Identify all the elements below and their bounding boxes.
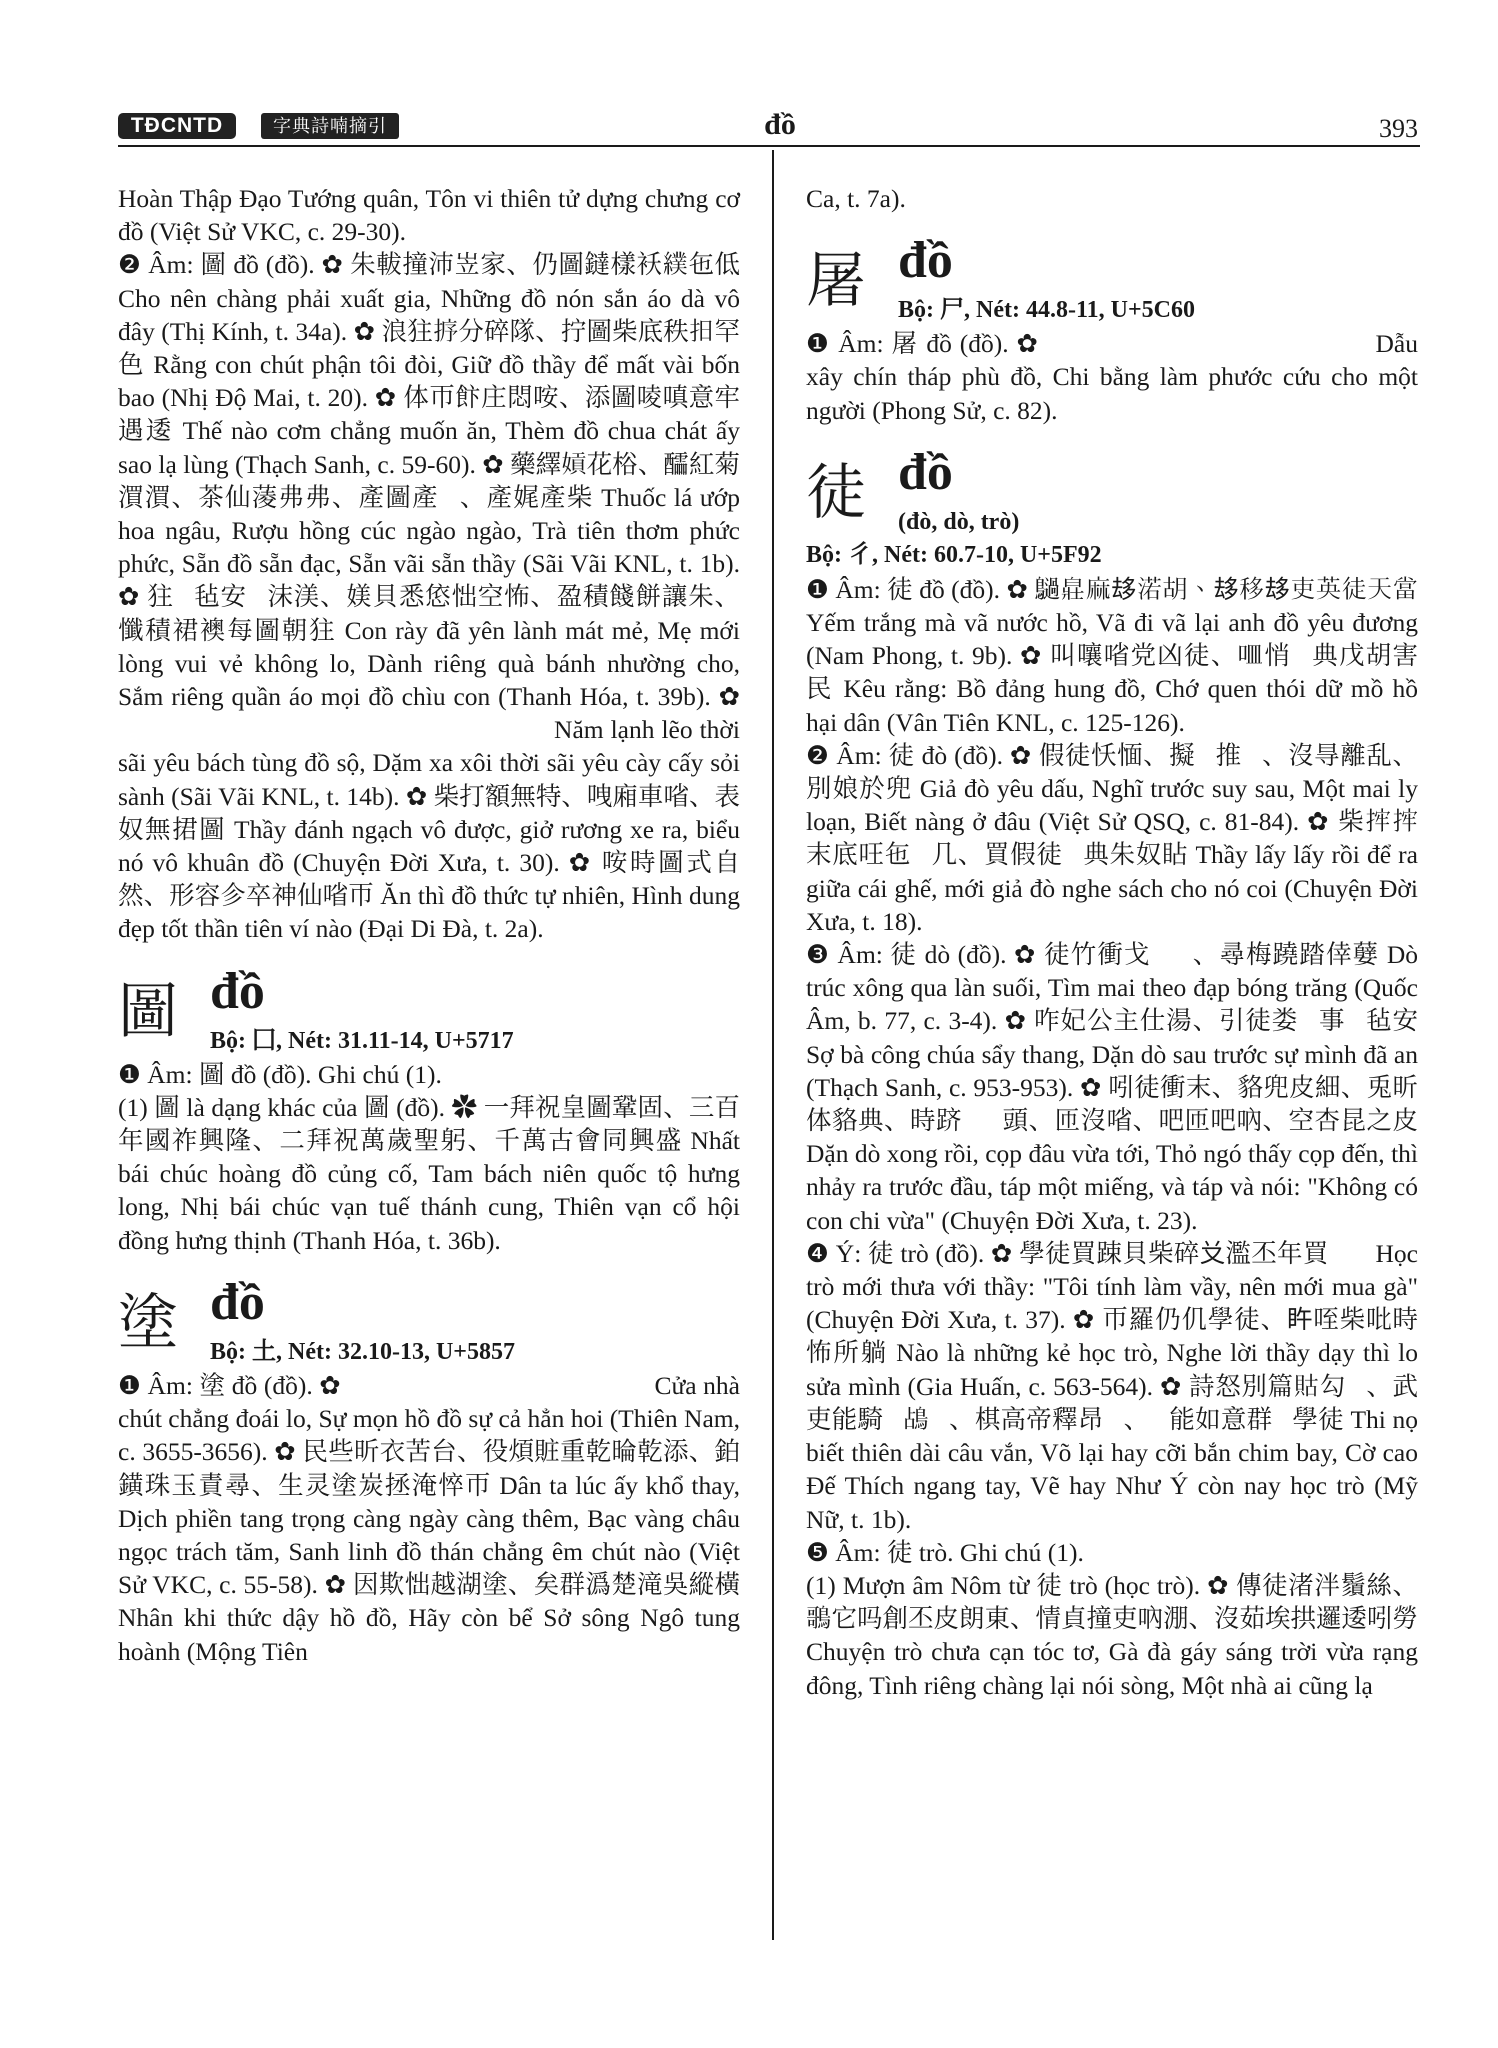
entry-char: 徒 xyxy=(806,457,866,528)
left-column xyxy=(118,182,740,1668)
entry-char: 塗 xyxy=(118,1287,178,1358)
entry-meta: Bộ: 尸, Nét: 44.8-11, U+5C60 xyxy=(898,297,1195,324)
dictionary-logo: TĐCNTD xyxy=(118,113,236,139)
entry-head-do-2 xyxy=(118,1273,740,1369)
entry-sense: ❶ Âm: 塗 đồ (đồ). ✿ 𨷯茹𢭸拯兑怖、事㴉湖塗事奇罕灰 Cửa nhà chút chẳng đoái lo, Sự mọn hồ đồ sự cả hẳn hoi (Thiên Nam, c. 3655-3656). ✿ 民些昕衣苦台、役煩賍重乾㫻乾添、鉑鐄珠玉責尋、生灵塗炭拯淹悴帀 Dân ta lúc ấy khổ thay, Dịch phiền tang trọng càng ngày càng thêm, Bạc vàng châu ngọc trách tăm, Sanh linh đồ thán chẳng êm chút nào (Việt Sử VKC, c. 55-58). ✿ 因欺㤕越湖塗、矣群潙楚滝吳縱橫 Nhân khi thức dậy hồ đồ, Hãy còn bể Sở sông Ngô tung hoành (Mộng Tiên xyxy=(118,1370,740,1666)
entry-note: (1) Mượn âm Nôm từ 徒 trò (học trò). ✿ 傳徒渚泮鬚絲、𪃿它吗創丕皮朗東、情貞撞吏吶淜、沒茹埃拱邏逶吲勞 Chuyện trò chưa cạn tóc tơ, Gà đà gáy sáng trời vừa rạng đông, Tình riêng chàng lại nói sòng, Một nhà ai cũng lạ xyxy=(806,1570,1419,1700)
entry-word: đồ xyxy=(210,962,265,1020)
entry-sense-2: ❷ Âm: 徒 đò (đồ). ✿ 假徒㤇愐、擬𧹰推𢖵、沒㝵離乱、別娘於兜 Giả đò yêu dấu, Nghĩ trước suy sau, Một mai ly loạn, Biết nàng ở đâu (Việt Sử QSQ, c. 81-84). ✿ 柴𢭂𢭂末底㕵㐌𠀲几、買假徒𥄭典朱奴䀡 Thầy lấy lấy rồi để ra giữa cái ghế, mới giả đò nghe sách cho nó coi (Chuyện Đời Xưa, t. 18). xyxy=(806,740,1418,936)
entry-char: 屠 xyxy=(806,246,866,317)
entry-word: đồ xyxy=(898,232,953,290)
entry-meta: Bộ: 土, Nét: 32.10-13, U+5857 xyxy=(210,1338,515,1365)
entry-alt-readings: (đò, dò, trò) xyxy=(898,508,1020,535)
entry-sense-1: ❶ Âm: 徒 đồ (đồ). ✿ 𪇍𤽸麻𠫾渃胡、𠫾移𠫾吏英徒天當 Yếm trắng mà vã nước hồ, Vã đi vã lại anh đồ yêu đương (Nam Phong, t. 9b). ✿ 叫嚷㗂党凶徒、𠰘悄𩈘典戊胡害民 Kêu rằng: Bồ đảng hung đồ, Chớ quen thói dữ mồ hồ hại dân (Vân Tiên KNL, c. 125-126). xyxy=(806,574,1418,737)
header-rule xyxy=(118,145,1420,147)
entry-note: (1) 圖 là dạng khác của 圖 (đồ). ✿ 一拜祝皇圖鞏固、三百年國祚興隆、二拜祝萬歲聖躬、千萬古會同興盛 Nhất bái chúc hoàng đồ củng cố, Tam bách niên quốc tộ hưng long, Nhị bái chúc vạn tuế thánh cung, Thiên vạn cổ hội đồng hưng thịnh (Thanh Hóa, t. 36b). xyxy=(118,1092,740,1255)
sense-2: ❷ Âm: 圖 đồ (đồ). ✿ 朱軷撞沛岦家、仍圖鐽樣袄𦄾㐌低 Cho nên chàng phải xuất gia, Những đồ nón sắn áo dà vô đây (Thị Kính, t. 34a). ✿ 浪㹥𢭸分碎隊、拧圖柴底秩𢪏罕色 Rằng con chút phận tôi đòi, Giữ đồ thầy để mất vài bốn bao (Nhị Độ Mai, t. 20). ✿ 体帀飰庄悶咹、添圖㖫嗔意牢遇逶 Thế nào cơm chẳng muốn ăn, Thèm đồ chua chát ấy sao lạ lùng (Thạch Sanh, c. 59-60). ✿ 藥繹𡟫花㭲、醽紅菊㵋㵋、茶仙蓤弗弗、產圖產𡀮、產娓產柴 Thuốc lá ướp hoa ngâu, Rượu hồng cúc ngào ngào, Trà tiên thơm phức phức, Sẵn đồ sẵn đạc, Sẵn vãi sẵn thầy (Sãi Vãi KNL, t. 1b). ✿ 㹥𡬷毡安𢲨沫渼、媄貝悉㥋㤕空怖、盈積餞餅讓朱、懺積裙襖每圖朝㹥 Con rày đã yên lành mát mẻ, Mẹ mới lòng vui vẻ không lo, Dành riêng quà bánh nhường cho, Sắm riêng quần áo mọi đồ chìu con (Thanh Hóa, t. 39b). ✿ 𣴜冷汀時咍天栢松圖𢷾、淡賖吹時咍天耕𥞪𥕄硄 Năm lạnh lẽo thời sãi yêu bách tùng đồ sộ, Dặm xa xôi thời sãi yêu cày cấy sỏi sành (Sãi Vãi KNL, t. 14b). ✿ 柴打額無特、㖂廂車㗂、表奴無捃圖 Thầy đánh ngạch vô được, giở rương xe ra, biểu nó vô khuân đồ (Chuyện Đời Xưa, t. 30). ✿ 咹時圖式自然、形容㐱卒神仙㗂帀 Ăn thì đồ thức tự nhiên, Hình dung đẹp tốt thần tiên ví nào (Đại Di Đà, t. 2a). xyxy=(118,250,740,944)
entry-sense-5: ❺ Âm: 徒 trò. Ghi chú (1). xyxy=(806,1537,1084,1567)
right-column xyxy=(806,182,1418,1702)
entry-sense: ❶ Âm: 屠 đồ (đồ). ✿ 𥪝䃅𠃩塔浮屠、之朋夕福救朱𠬠得 Dẫu xây chín tháp phù đồ, Chi bằng làm phước cứu cho một người (Phong Sử, c. 82). xyxy=(806,329,1418,425)
entry-head-do-4 xyxy=(806,443,1418,539)
column-divider xyxy=(772,150,774,1940)
entry-word: đồ xyxy=(210,1273,265,1331)
dictionary-title-badge: 字典詩喃摘引 xyxy=(261,113,399,139)
continued-text: Hoàn Thập Đạo Tướng quân, Tôn vi thiên tử dựng chưng cơ đồ (Việt Sử VKC, c. 29-30). xyxy=(118,184,740,247)
entry-sense: ❶ Âm: 圖 đồ (đồ). Ghi chú (1). xyxy=(118,1059,442,1089)
entry-sense-3: ❸ Âm: 徒 dò (đồ). ✿ 徒竹衝戈𤀗𣵰、尋梅蹺踏倖㜸 Dò trúc xông qua làn suối, Tìm mai theo đạp bóng trăng (Quốc Âm, b. 77, c. 3-4). ✿ 咋妃公主仕湯、引徒娄𠸗事𨉟毡安 Sợ bà công chúa sẩy thang, Dặn dò sau trước sự mình đã an (Thạch Sanh, c. 953-953). ✿ 吲徒衝末、貉兜皮細、兎昕体貉典、時跻𠺲𠸗頭、匝沒㗂、吧匝吧吶、空杏昆之皮 Dặn dò xong rồi, cọp đâu vừa tới, Thỏ ngó thấy cọp đến, thì nhảy ra trước đầu, táp một miếng, và táp và nói: "Không có con chi vừa" (Chuyện Đời Xưa, t. 23). xyxy=(806,940,1418,1235)
entry-sense-4: ❹ Ý: 徒 trò (đồ). ✿ 學徒買踈貝柴碎𠬠濫丕年買𧦕𪃿 Học trò mới thưa với thầy: "Tôi tính làm vầy, nên mới mua gà" (Chuyện Đời Xưa, t. 37). ✿ 帀羅仍仉學徒、𥄭咥柴吡時怖所躺 Nào là những kẻ học trò, Nghe lời thầy dạy thì lo sửa mình (Gia Huấn, c. 563-564). ✿ 詩怒別篇𧵑勾𩃳、武吏能騎𣑶𪀄𠾕、棋高帝釋昂𢬣、𦘧能如意群𠴍學徒 Thi nọ biết thiên dài câu vắn, Võ lại hay cỡi bắn chim bay, Cờ cao Đế Thích ngang tay, Vẽ hay Như Ý còn nay học trò (Mỹ Nữ, t. 1b). xyxy=(806,1238,1418,1534)
entry-meta: Bộ: 囗, Nét: 31.11-14, U+5717 xyxy=(210,1027,514,1054)
continued-text: Ca, t. 7a). xyxy=(806,184,906,213)
entry-head-do-1 xyxy=(118,962,740,1058)
page-number: 393 xyxy=(1379,114,1418,143)
running-headword: đồ xyxy=(764,108,796,141)
entry-word: đồ xyxy=(898,443,953,501)
entry-char: 圖 xyxy=(118,976,178,1047)
entry-meta: Bộ: 彳, Nét: 60.7-10, U+5F92 xyxy=(806,541,1102,568)
entry-head-do-3 xyxy=(806,231,1418,327)
